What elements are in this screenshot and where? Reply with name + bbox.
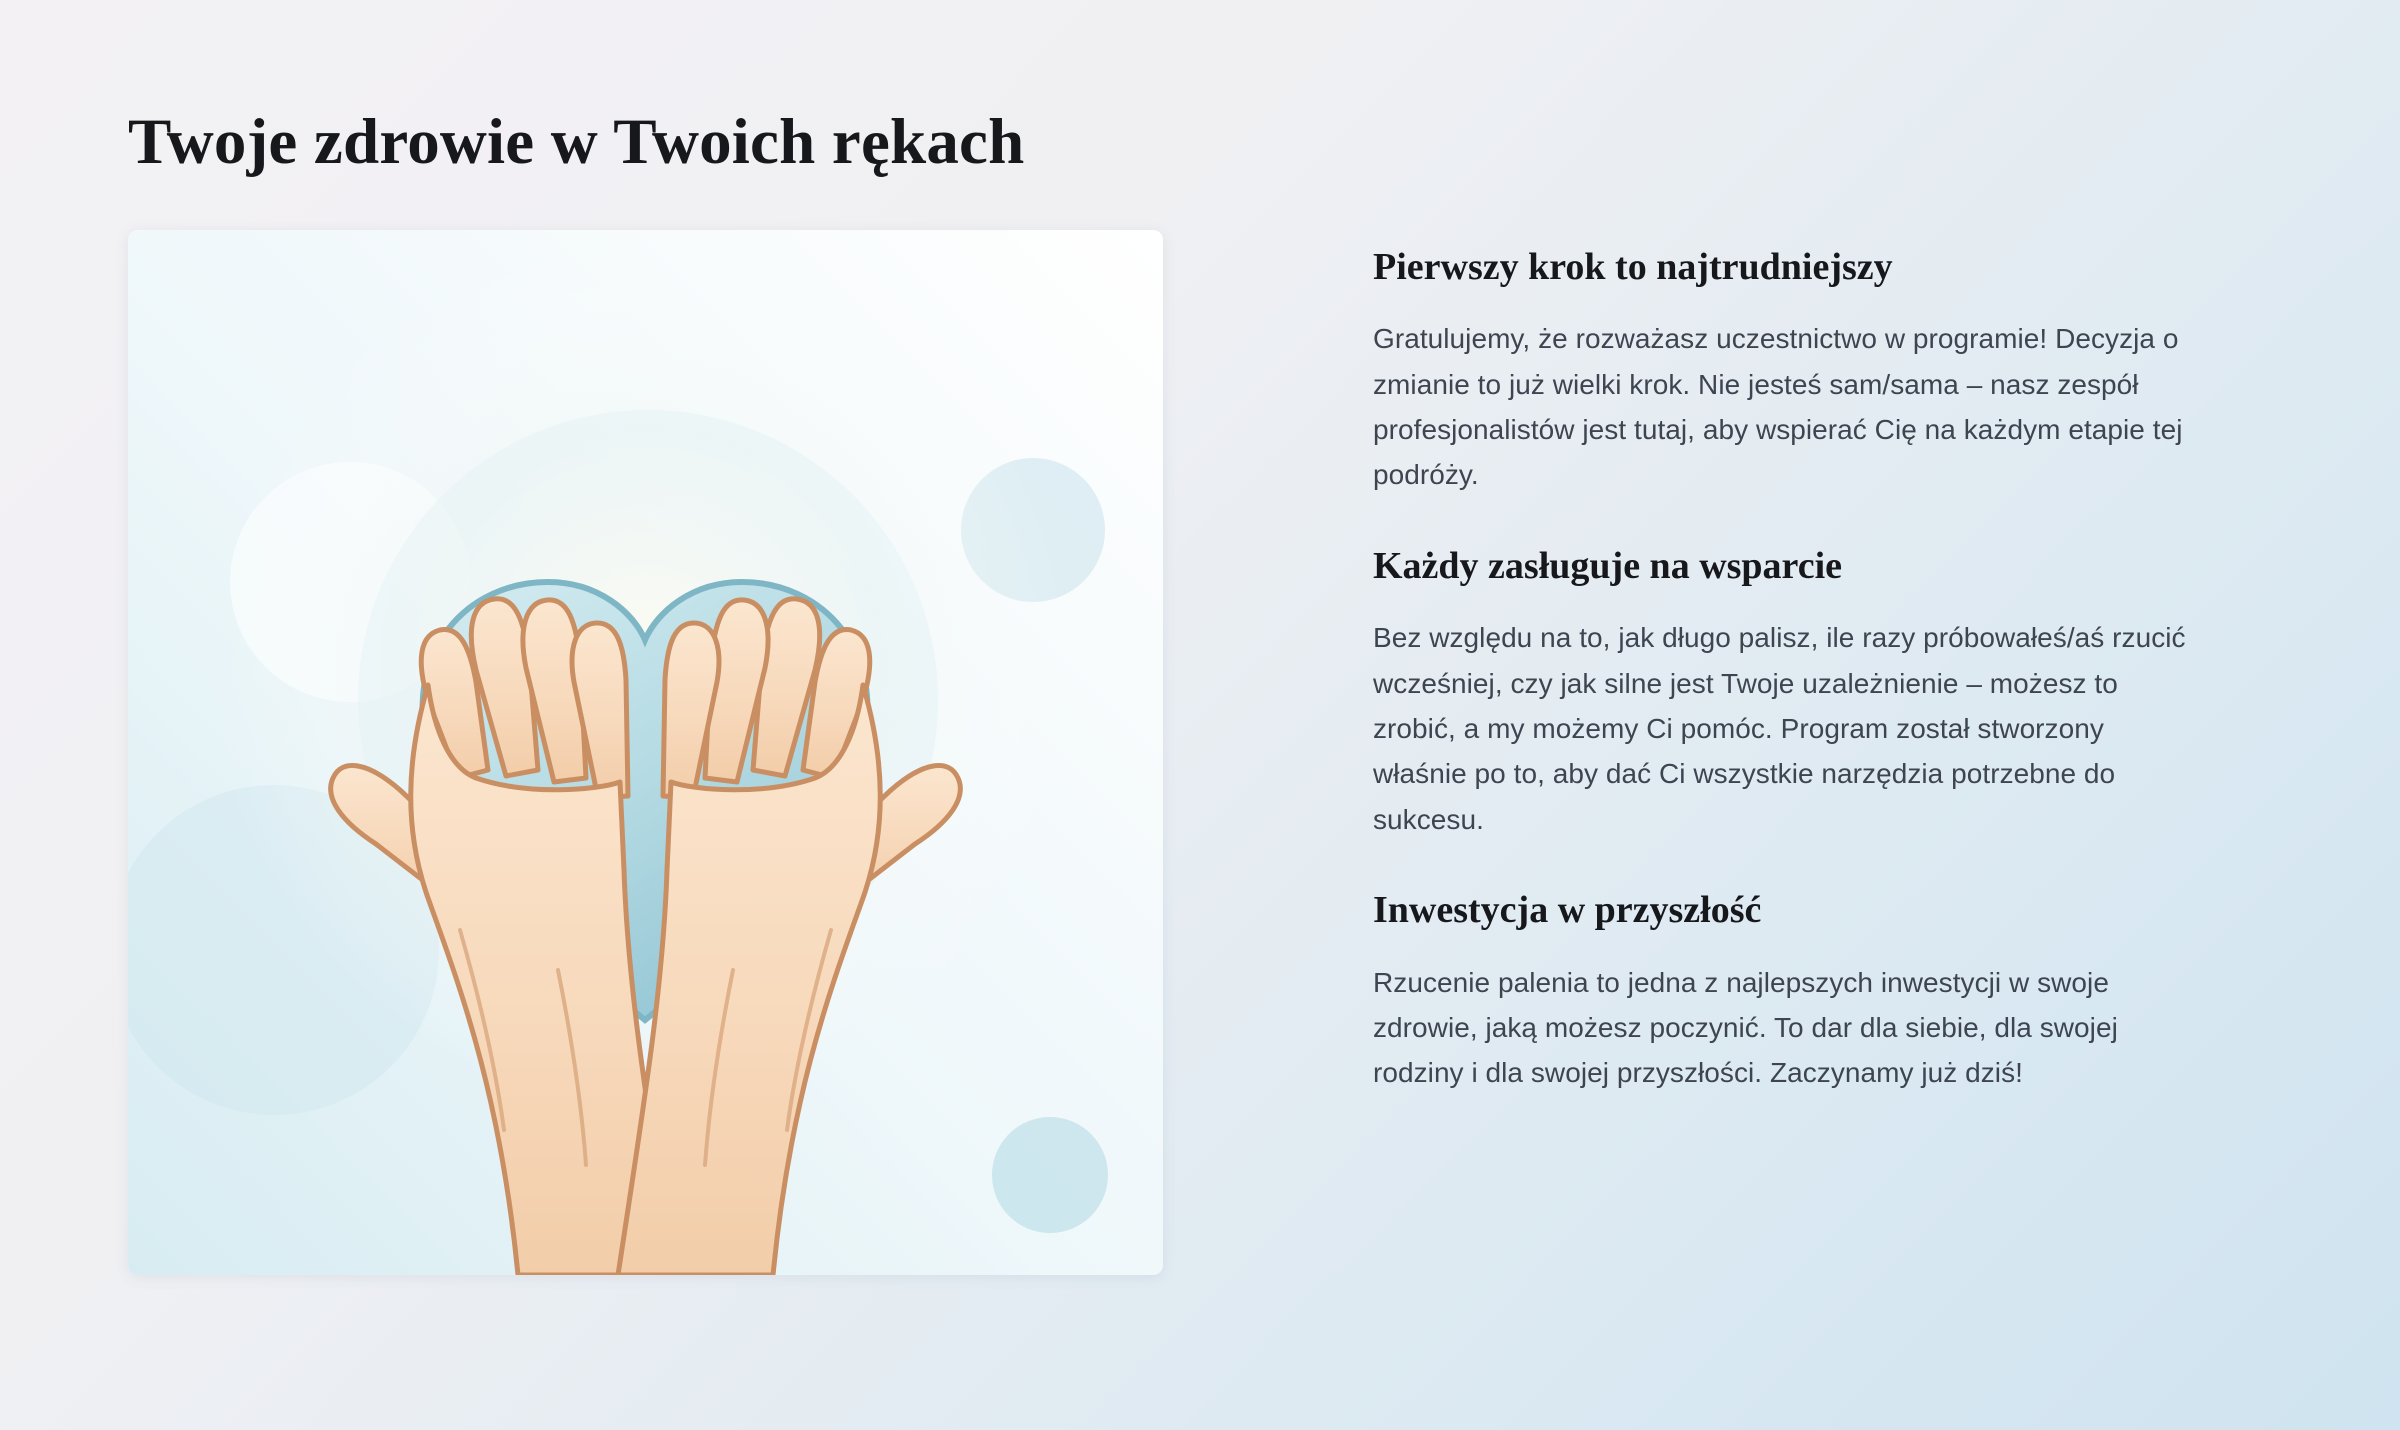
text-column	[1163, 230, 2193, 1096]
section-body-2: Bez względu na to, jak długo palisz, ile razy próbowałeś/aś rzucić wcześniej, czy jak silne jest Twoje uzależnienie – możesz to zrobić, a my możemy Ci pomóc. Program został stworzony właśnie po to, aby dać Ci wszystkie narzędzia potrzebne do sukcesu.	[1373, 622, 2186, 835]
section-heading-1: Pierwszy krok to najtrudniejszy	[1373, 245, 1893, 288]
section-heading-2: Każdy zasługuje na wsparcie	[1373, 544, 1843, 587]
page-title: Twoje zdrowie w Twoich rękach	[128, 106, 1025, 178]
hands-holding-heart-illustration	[128, 230, 1163, 1275]
section-body-3: Rzucenie palenia to jedna z najlepszych inwestycji w swoje zdrowie, jaką możesz poczynić. To dar dla siebie, dla swojej rodziny i dla swojej przyszłości. Zaczynamy już dziś!	[1373, 966, 2118, 1089]
section-body-1: Gratulujemy, że rozważasz uczestnictwo w programie! Decyzja o zmianie to już wielki krok. Nie jesteś sam/sama – nasz zespół profesjonalistów jest tutaj, aby wspierać Cię na każdym etapie tej podróży.	[1373, 323, 2183, 491]
content-area	[0, 230, 2400, 1275]
section-heading-3: Inwestycja w przyszłość	[1373, 889, 1762, 932]
